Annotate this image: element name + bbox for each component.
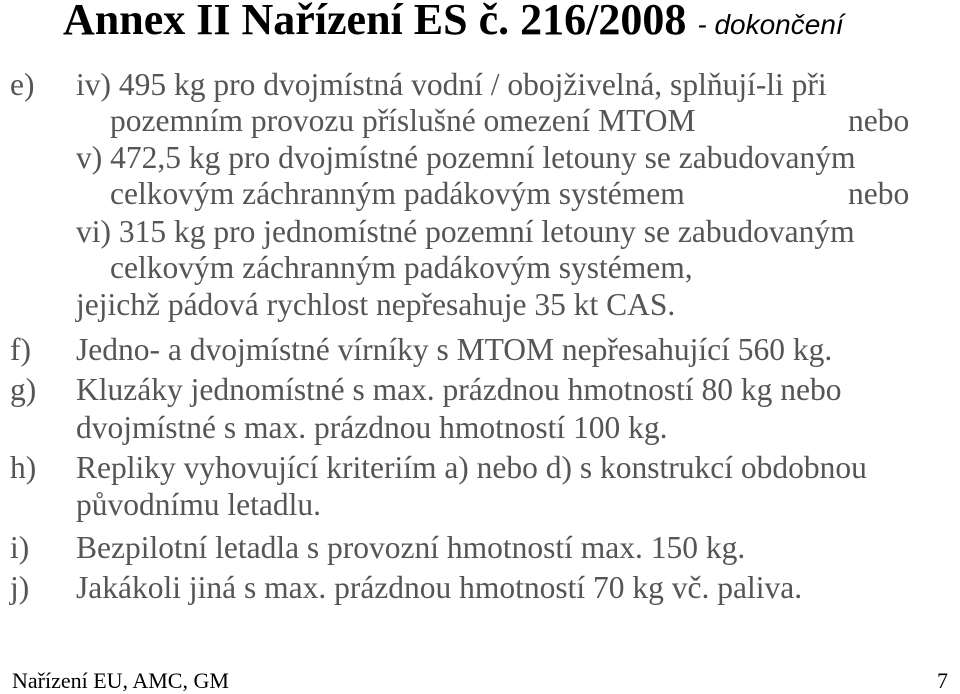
slide-title bbox=[63, 0, 844, 51]
item-e-v-line2: celkovým záchranným padákovým systémem bbox=[110, 176, 685, 211]
item-e-iv-line1: iv) 495 kg pro dvojmístná vodní / obojživelná, splňují-li při bbox=[76, 67, 827, 102]
title-subtitle: - dokončení bbox=[697, 9, 844, 40]
item-h-label: h) bbox=[10, 450, 37, 485]
item-f-text: Jedno- a dvojmístné vírníky s MTOM nepřesahující 560 kg. bbox=[76, 332, 833, 367]
item-e-v-or: nebo bbox=[848, 176, 910, 211]
item-g-text-line1: Kluzáky jednomístné s max. prázdnou hmotností 80 kg nebo bbox=[76, 372, 842, 407]
item-e-v-line1: v) 472,5 kg pro dvojmístné pozemní letouny se zabudovaným bbox=[76, 140, 856, 175]
item-e-vi-line1: vi) 315 kg pro jednomístné pozemní letouny se zabudovaným bbox=[76, 214, 855, 249]
item-i-label: i) bbox=[10, 530, 30, 565]
item-g-text-line2: dvojmístné s max. prázdnou hmotností 100 kg. bbox=[76, 410, 668, 445]
item-h-text-line1: Repliky vyhovující kriteriím a) nebo d) s konstrukcí obdobnou bbox=[76, 450, 867, 485]
item-j-label: j) bbox=[10, 570, 30, 605]
item-e-iv-line2: pozemním provozu příslušné omezení MTOM bbox=[110, 103, 696, 138]
item-e-vi-line3: jejichž pádová rychlost nepřesahuje 35 kt CAS. bbox=[76, 287, 676, 322]
footer-source: Nařízení EU, AMC, GM bbox=[12, 668, 229, 693]
item-e-vi-line2: celkovým záchranným padákovým systémem, bbox=[110, 250, 693, 285]
page-number: 7 bbox=[937, 668, 948, 693]
item-h-text-line2: původnímu letadlu. bbox=[76, 487, 321, 522]
item-g-label: g) bbox=[10, 372, 37, 407]
title-main: Annex II Nařízení ES č. 216/2008 bbox=[63, 0, 687, 44]
item-e-iv-or: nebo bbox=[848, 103, 910, 138]
item-i-text: Bezpilotní letadla s provozní hmotností max. 150 kg. bbox=[76, 530, 746, 565]
item-f-label: f) bbox=[10, 332, 31, 367]
item-j-text: Jakákoli jiná s max. prázdnou hmotností 70 kg vč. paliva. bbox=[76, 570, 803, 605]
item-e-label: e) bbox=[10, 67, 35, 102]
